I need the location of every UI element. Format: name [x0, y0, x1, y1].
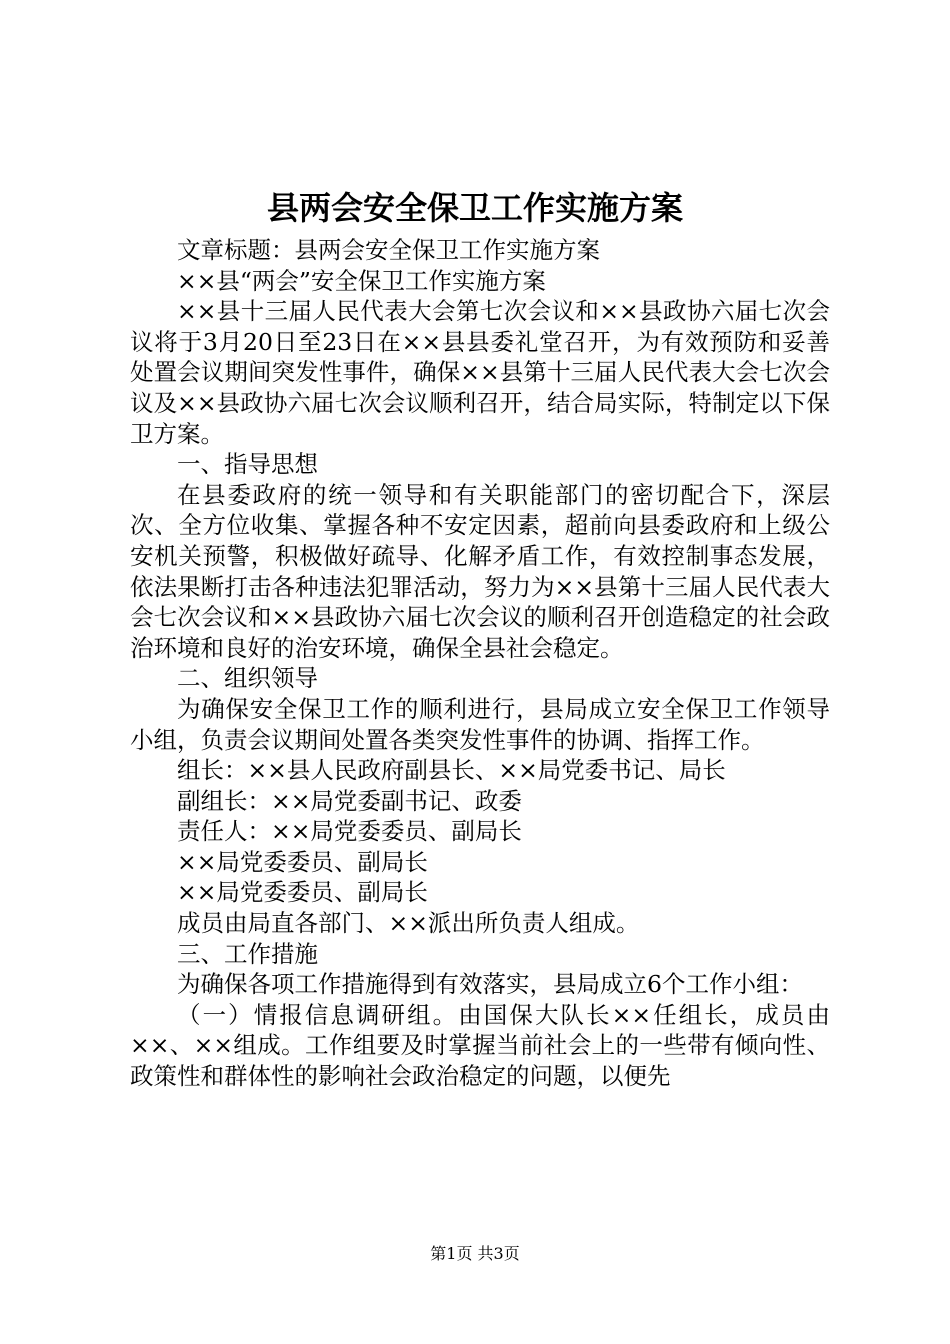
document-title: 县两会安全保卫工作实施方案: [266, 189, 683, 227]
page-footer: 第1页 共3页: [430, 1244, 520, 1263]
section-heading-guiding-ideology: 一、指导思想: [177, 450, 318, 479]
paragraph-responsible-person: 责任人：××局党委委员、副局长: [177, 817, 522, 846]
paragraph-intelligence-group: （一）情报信息调研组。由国保大队长××任组长，成员由××、××组成。工作组要及时掌握当前社会上的一些带有倾向性、政策性和群体性的影响社会政治稳定的问题，以便先: [130, 1000, 830, 1091]
section-heading-organization: 二、组织领导: [177, 664, 318, 693]
paragraph-deputy-leader: 副组长：××局党委副书记、政委: [177, 786, 522, 815]
paragraph-committee-member-1: ××局党委委员、副局长: [177, 847, 428, 876]
paragraph-committee-member-2: ××局党委委员、副局长: [177, 878, 428, 907]
document-body: [130, 235, 830, 1092]
paragraph-intro: ××县十三届人民代表大会第七次会议和××县政协六届七次会议将于3月20日至23日在××县县委礼堂召开，为有效预防和妥善处置会议期间突发性事件，确保××县第十三届人民代表大会七次会议及××县政协六届七次会议顺利召开，结合局实际，特制定以下保卫方案。: [130, 297, 830, 448]
paragraph-work-measures: 为确保各项工作措施得到有效落实，县局成立6个工作小组：: [177, 970, 803, 999]
paragraph-subtitle: ××县“两会”安全保卫工作实施方案: [177, 266, 546, 295]
paragraph-members: 成员由局直各部门、××派出所负责人组成。: [177, 909, 640, 938]
paragraph-guiding-ideology: 在县委政府的统一领导和有关职能部门的密切配合下，深层次、全方位收集、掌握各种不安定因素，超前向县委政府和上级公安机关预警，积极做好疏导、化解矛盾工作，有效控制事态发展，依法果断打击各种违法犯罪活动，努力为××县第十三届人民代表大会七次会议和××县政协六届七次会议的顺利召开创造稳定的社会政治环境和良好的治安环境，确保全县社会稳定。: [130, 480, 830, 662]
paragraph-article-title: 文章标题：县两会安全保卫工作实施方案: [177, 236, 600, 264]
paragraph-organization: 为确保安全保卫工作的顺利进行，县局成立安全保卫工作领导小组，负责会议期间处置各类突发性事件的协调、指挥工作。: [130, 694, 830, 754]
section-heading-work-measures: 三、工作措施: [177, 939, 318, 968]
paragraph-team-leader: 组长：××县人民政府副县长、××局党委书记、局长: [177, 756, 726, 785]
